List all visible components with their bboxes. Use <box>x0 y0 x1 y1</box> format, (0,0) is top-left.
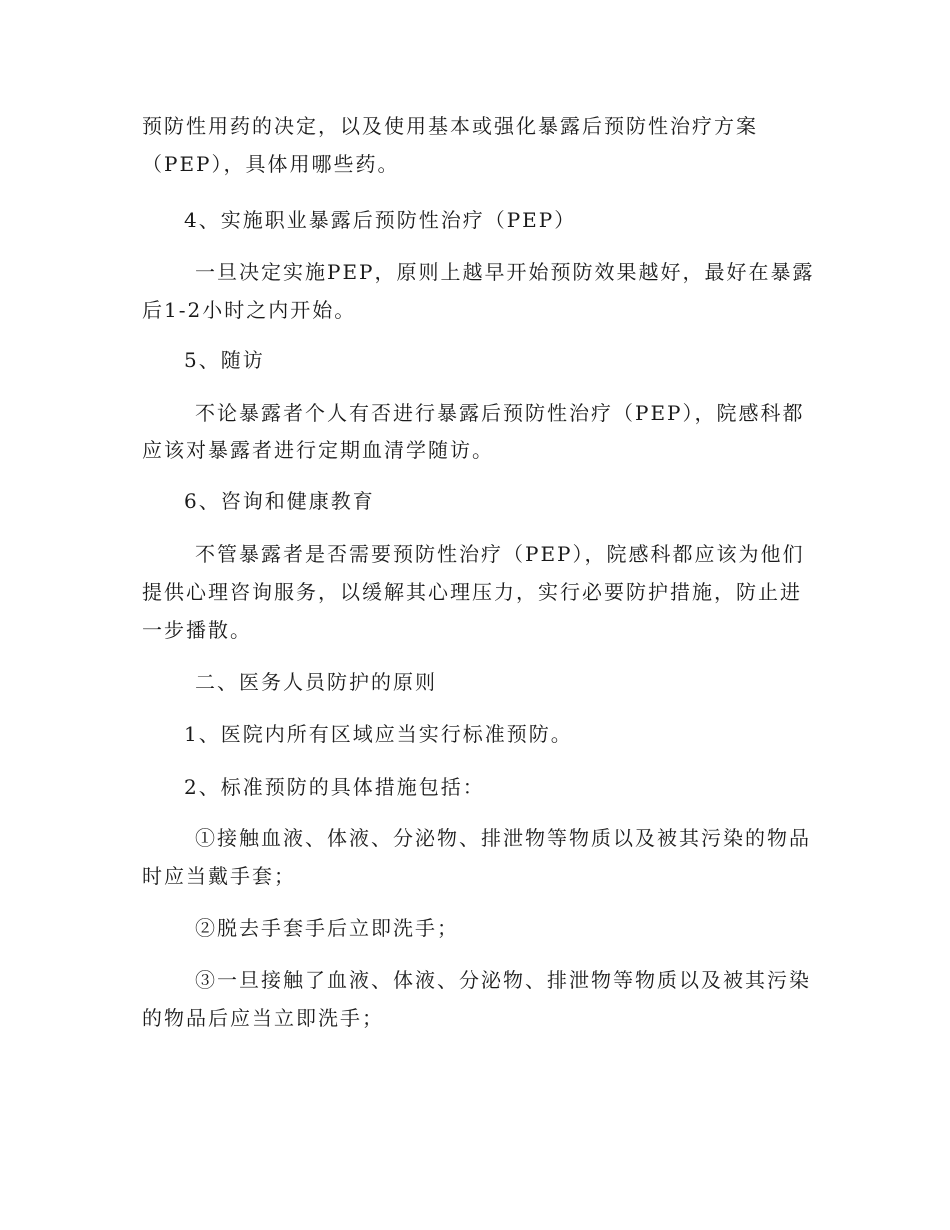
list-item: 2、标准预防的具体措施包括： <box>184 775 485 799</box>
text-line: 预防性用药的决定，以及使用基本或强化暴露后预防性治疗方案 <box>142 114 758 138</box>
section-heading: 6、咨询和健康教育 <box>184 489 375 513</box>
text-line: 时应当戴手套； <box>142 864 296 888</box>
section-heading: 4、实施职业暴露后预防性治疗（PEP） <box>184 208 577 232</box>
sub-item: ①接触血液、体液、分泌物、排泄物等物质以及被其污染的物品 <box>195 826 811 850</box>
text-line: 不管暴露者是否需要预防性治疗（PEP），院感科都应该为他们 <box>195 542 805 566</box>
text-line: （PEP），具体用哪些药。 <box>142 152 400 176</box>
section-heading: 5、随访 <box>184 348 265 372</box>
text-line: 提供心理咨询服务，以缓解其心理压力，实行必要防护措施，防止进 <box>142 580 802 604</box>
text-line: 应该对暴露者进行定期血清学随访。 <box>142 438 494 462</box>
text-line: 后1-2小时之内开始。 <box>142 298 357 322</box>
sub-item: ③一旦接触了血液、体液、分泌物、排泄物等物质以及被其污染 <box>195 968 811 992</box>
text-line: 不论暴露者个人有否进行暴露后预防性治疗（PEP），院感科都 <box>195 401 805 425</box>
text-line: 的物品后应当立即洗手； <box>142 1006 384 1030</box>
text-line: 一旦决定实施PEP，原则上越早开始预防效果越好，最好在暴露 <box>195 260 815 284</box>
sub-item: ②脱去手套手后立即洗手； <box>195 916 459 940</box>
list-item: 1、医院内所有区域应当实行标准预防。 <box>184 722 573 746</box>
text-line: 一步播散。 <box>142 618 252 642</box>
chapter-heading: 二、医务人员防护的原则 <box>195 670 437 694</box>
